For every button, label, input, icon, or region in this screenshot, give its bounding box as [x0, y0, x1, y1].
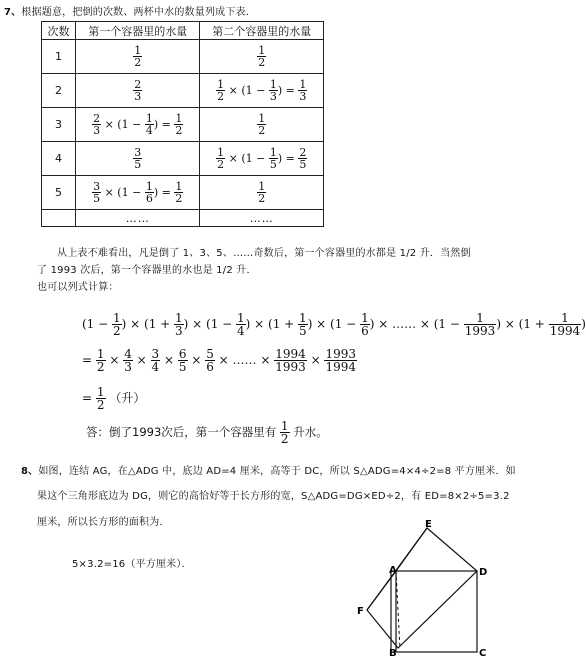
problem-7-number: 7、: [4, 7, 22, 18]
first-amount-cell: $\frac{1}{2}$: [75, 40, 199, 74]
row-count: [42, 210, 76, 227]
label-f: F: [357, 606, 364, 617]
second-amount-cell: $\frac{1}{2}$: [200, 108, 324, 142]
first-amount-cell: $\frac{2}{3}$: [75, 74, 199, 108]
label-b: B: [389, 648, 397, 656]
water-table: [41, 21, 324, 227]
area-calculation: 5×3.2=16（平方厘米）．: [72, 559, 192, 570]
row-count: 3: [42, 108, 76, 142]
dashed-segment-ag: [396, 571, 400, 649]
problem-8-line-1: 如图，连结 AG，在△ADG 中，底边 AD=4 厘米，高等于 DC，所以 S△ADG=4×4÷2=8 平方厘米．如: [38, 466, 516, 477]
problem-8-number: 8、: [21, 466, 39, 477]
explanation-line-3: 也可以列式计算：: [37, 282, 119, 293]
formula-result-line: = $\frac{1}{2}$ （升）: [82, 385, 146, 412]
row-count: 4: [42, 142, 76, 176]
explanation-line-1: 从上表不难看出，凡是倒了 1、3、5、……奇数后，第一个容器里的水都是 1/2 升．当然倒: [57, 248, 471, 259]
first-amount-cell: $\frac{3}{5}$: [75, 142, 199, 176]
problem-8-line-3: 厘米，所以长方形的面积为．: [37, 517, 170, 528]
formula-expanded-line: = $\frac{1}{2}$ × $\frac{4}{3}$ × $\frac{3}{4}$ × $\frac{6}{5}$ × $\frac{5}{6}$ × …… × $\frac{1994}{1993}$ × $\frac{1993}{1994}$: [82, 347, 356, 374]
segment-ae: [396, 528, 427, 571]
rectangle-square-figure: [355, 518, 519, 656]
row-count: 1: [42, 40, 76, 74]
second-amount-cell: $\frac{1}{2}$: [200, 40, 324, 74]
second-amount-cell: $\frac{1}{2}$: [200, 176, 324, 210]
second-amount-cell: $\frac{1}{2}$ × (1 − $\frac{1}{3}$ ) = $\frac{1}{3}$: [200, 74, 324, 108]
table-ellipsis: ……: [75, 210, 199, 227]
label-d: D: [479, 567, 488, 578]
header-count: 次数: [42, 22, 76, 40]
first-amount-cell: $\frac{2}{3}$ × (1 − $\frac{1}{4}$ ) = $\frac{1}{2}$: [75, 108, 199, 142]
answer-prefix: 答：倒了1993次后，第一个容器里有: [86, 425, 277, 439]
formula-product-line: (1 − $\frac{1}{2}$ ) × (1 + $\frac{1}{3}$ ) × (1 − $\frac{1}{4}$ ) × (1 + $\frac{1}{5}$ ) × (1 − $\frac{1}{6}$ ) × …… × (1 − $\frac{1}{1993}$ ) × (1 + $\frac{1}{1994}$ ): [82, 311, 586, 338]
table-ellipsis: ……: [200, 210, 324, 227]
label-c: C: [479, 648, 487, 656]
header-first-container: 第一个容器里的水量: [75, 22, 199, 40]
problem-8-line-2: 果这个三角形底边为 DG，则它的高恰好等于长方形的宽，S△ADG=DG×ED÷2，有 ED=8×2÷5=3.2: [37, 491, 510, 502]
label-a: A: [389, 565, 397, 576]
label-e: E: [425, 519, 432, 530]
explanation-line-2: 了 1993 次后，第一个容器里的水也是 1/2 升．: [37, 265, 257, 276]
first-amount-cell: $\frac{3}{5}$ × (1 − $\frac{1}{6}$ ) = $\frac{1}{2}$: [75, 176, 199, 210]
second-amount-cell: $\frac{1}{2}$ × (1 − $\frac{1}{5}$ ) = $\frac{2}{5}$: [200, 142, 324, 176]
row-count: 5: [42, 176, 76, 210]
row-count: 2: [42, 74, 76, 108]
unit-label: （升）: [109, 391, 146, 405]
answer-suffix: 升水。: [293, 425, 328, 439]
answer-line: 答：倒了1993次后，第一个容器里有 $\frac{1}{2}$ 升水。: [86, 419, 328, 446]
header-second-container: 第二个容器里的水量: [200, 22, 324, 40]
segment-af: [367, 571, 396, 610]
problem-7-prompt: 根据题意，把倒的次数、两杯中水的数量列成下表．: [21, 7, 256, 18]
